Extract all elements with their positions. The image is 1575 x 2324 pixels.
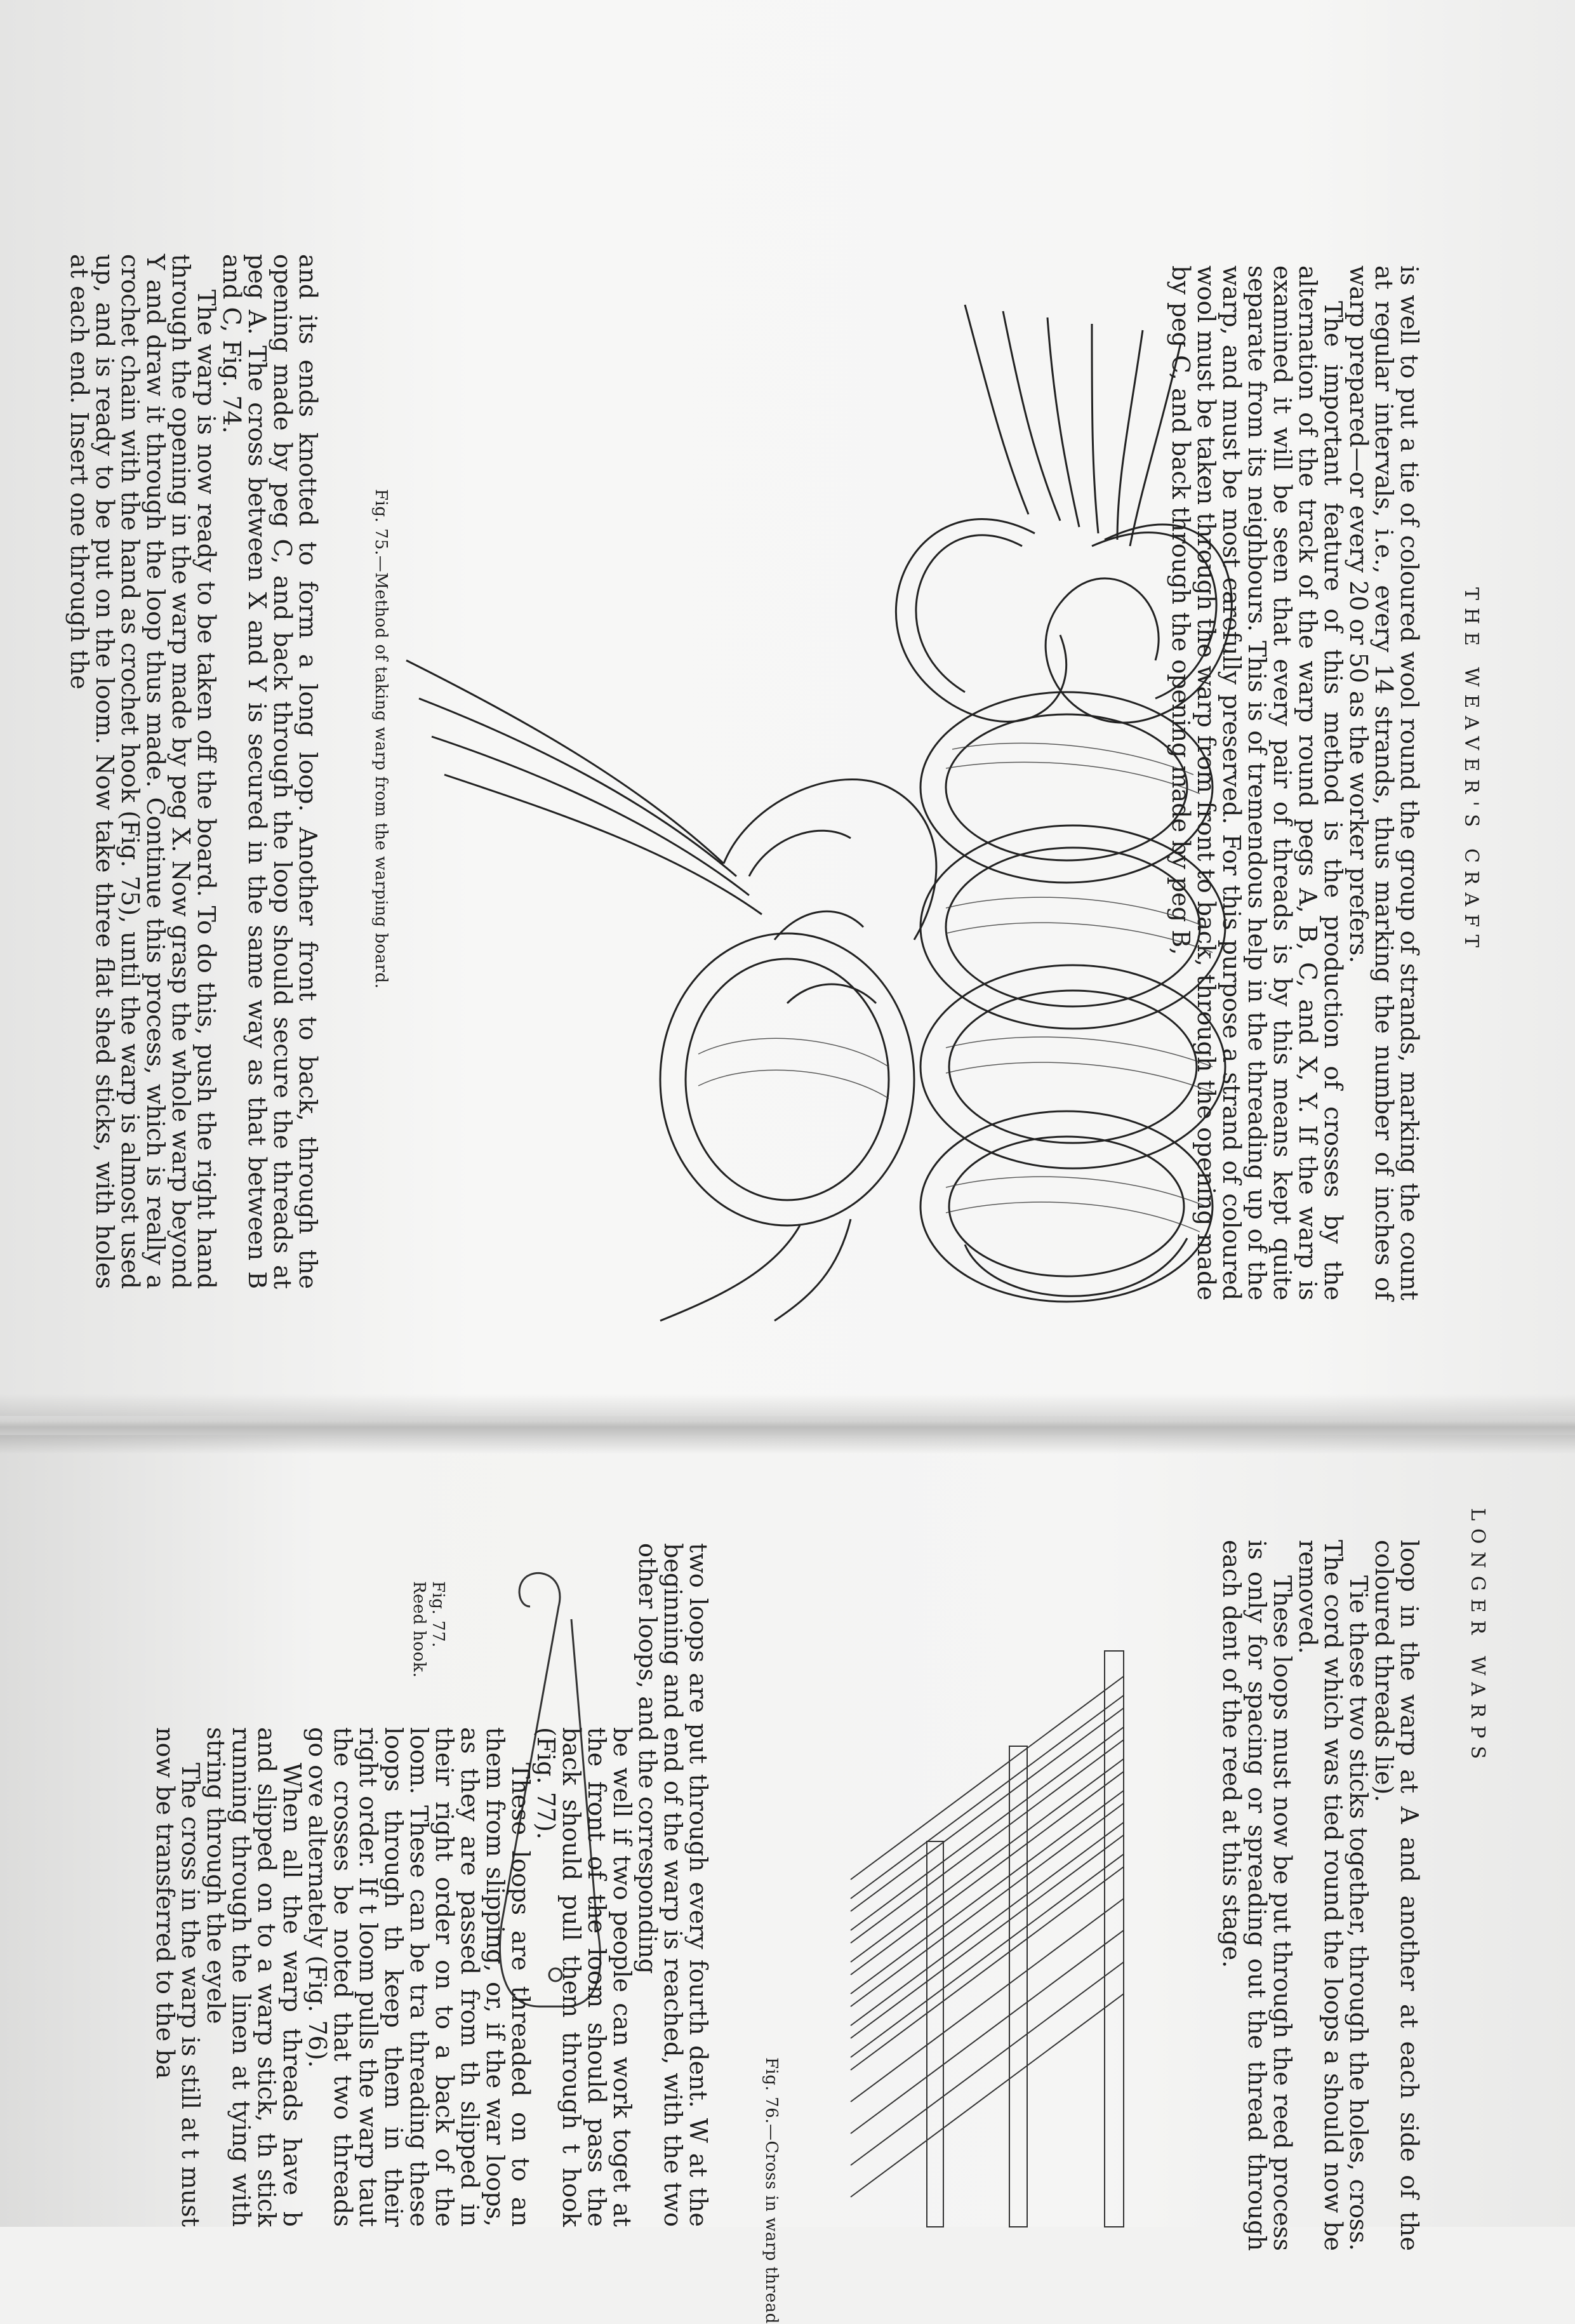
running-head-bottom: LONGER WARPS (1466, 1508, 1489, 1767)
paragraph: Tie these two sticks together, through the holes, cross. The cord which was tied round the loops a should now be removed. (1294, 1540, 1372, 2251)
book-gutter (0, 1394, 1575, 1454)
figure-75-illustration (394, 305, 1295, 1321)
figure-76-illustration (825, 1638, 1155, 2227)
paragraph: These loops must now be put through the reed process is only for spacing or spreading out the thread through each dent of the reed at this stage. (1218, 1540, 1296, 2251)
figure-77-caption-line2: Reed hook. (409, 1581, 429, 1678)
figure-75-caption: Fig. 75.—Method of taking warp from the warping board. (371, 489, 390, 989)
paragraph: When all the warp threads have b and slipped on to a warp stick, th stick running through the linen at tying with string through the eyele (202, 1727, 306, 2227)
paragraph: and its ends knotted to form a long loop. Another front to back, through the opening made by peg C, and back through the loop should secure the threads at peg A. The cross between X and Y is secured in the same way as that between B and C, Fig. 74. (218, 254, 322, 1289)
bottom-body-full (635, 1543, 711, 2227)
paragraph: two loops are put through every fourth dent. W at the beginning and end of the warp is reached, with the two other loops, and the corresponding (634, 1543, 712, 2227)
paragraph: The warp is now ready to be taken off the board. To do this, push the right hand through the opening in the warp made by peg X. Now grasp the whole warp beyond Y and draw it through the loop thus made. Continue this process, which is really a crochet chain with the hand as crochet hook (Fig. 75), until the warp is almost used up, and is ready to be put on the loom. Now take three flat shed sticks, with holes at each end. Insert one through the (65, 254, 220, 1289)
figure-77-caption-line1: Fig. 77. (429, 1581, 448, 1648)
paragraph: be well if two people can work toget at the front of the loom should pass the back should pull them through t hook (Fig. 77). (532, 1727, 636, 2227)
figure-76-caption: Fig. 76.—Cross in warp thread (762, 2057, 781, 2324)
bottom-body-column (152, 1727, 635, 2227)
bottom-body-upper (1219, 1540, 1422, 2251)
paragraph: The cross in the warp is still at t must now be transferred to the ba (151, 1727, 204, 2227)
paragraph: loop in the warp at A and another at each side of the coloured threads lie). (1370, 1540, 1423, 2251)
top-body-lower (67, 254, 321, 1289)
paragraph: The important feature of this method is the production of crosses by the alternation of the track of the warp round pegs A, B, C, and X, Y. If the warp is examined it will be seen that every pair of threads is by this means kept quite separate from its neighbours. This is of tremendous help in the threading up of the warp, and must be most carefully preserved. For this purpose a strand of coloured wool must be taken through the warp from front to back, through the opening made by peg C, and back through the opening made by peg B, (1167, 265, 1347, 1300)
running-head: THE WEAVER'S CRAFT (1460, 587, 1482, 956)
paragraph: is well to put a tie of coloured wool round the group of strands, marking the count at regular intervals, i.e., every 14 strands, thus marking the number of inches of warp prepared—or every 20 or 50 as the worker prefers. (1345, 265, 1423, 1300)
paragraph: These loops are threaded on to an them from slipping, or, if the war loops, as they are passed from th slipped in their right order on to a back of the loom. These can be tra threading these loops through th keep them in their right order. If t loom pulls the warp taut the crosses be noted that two threads go ove alternately (Fig. 76). (303, 1727, 535, 2227)
